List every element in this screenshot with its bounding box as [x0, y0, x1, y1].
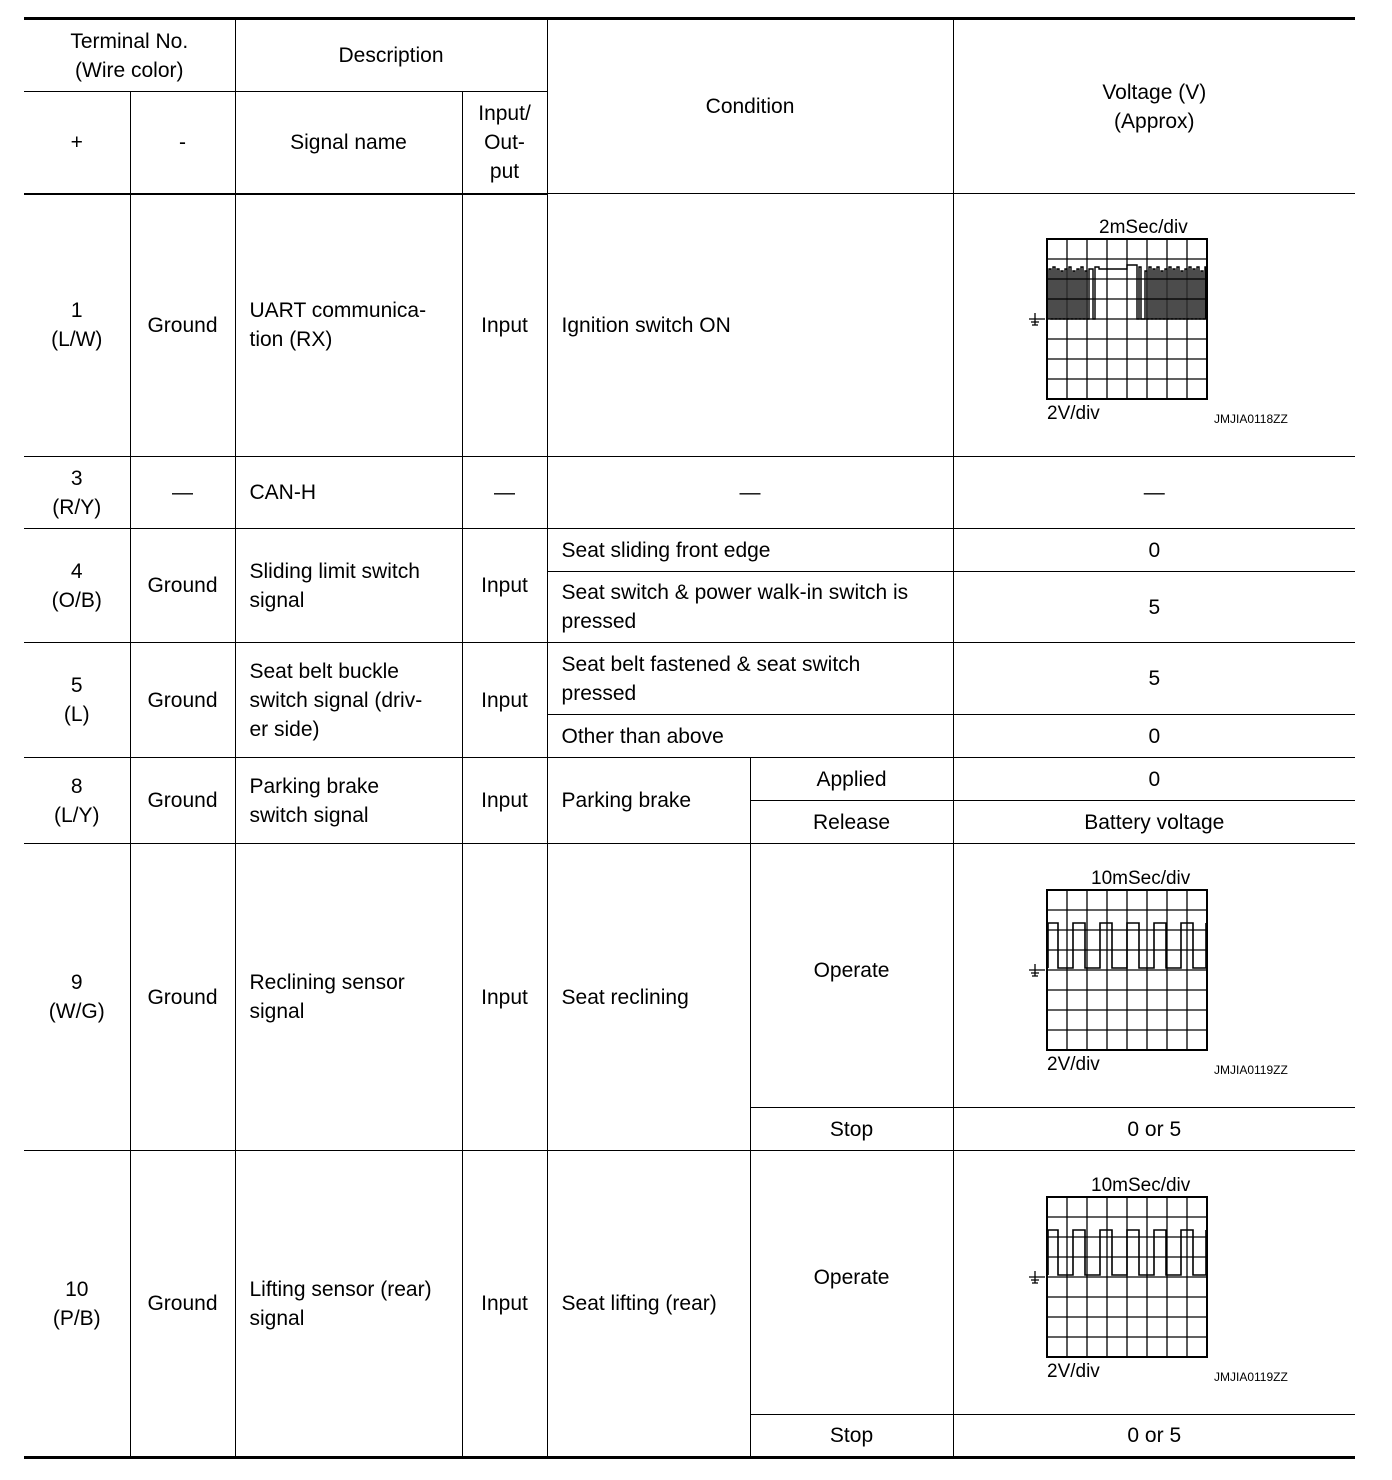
table-row	[24, 1151, 1355, 1415]
oscilloscope-waveform-reclining	[1009, 866, 1299, 1086]
ground-icon	[1029, 964, 1045, 976]
terminal-table	[24, 17, 1355, 1459]
terminal-cell: 10 (P/B)	[24, 1151, 130, 1458]
table-row	[24, 643, 1355, 715]
waveform-cell	[953, 844, 1355, 1108]
waveform-cell	[953, 1151, 1355, 1415]
state-cell: Applied	[750, 758, 953, 801]
io-cell: Input	[462, 643, 547, 758]
voltage-cell: 0	[953, 715, 1355, 758]
signal-cell: CAN-H	[235, 457, 462, 529]
table-row	[24, 457, 1355, 529]
signal-cell: Reclining sensor signal	[235, 844, 462, 1151]
ground-icon	[1029, 313, 1045, 325]
state-cell: Release	[750, 801, 953, 844]
voltage-cell: 0 or 5	[953, 1108, 1355, 1151]
terminal-cell: 4 (O/B)	[24, 529, 130, 643]
condition-cell: Ignition switch ON	[547, 194, 953, 457]
condition-cell: Other than above	[547, 715, 953, 758]
state-cell: Operate	[750, 1151, 953, 1415]
io-cell: Input	[462, 844, 547, 1151]
header-row-1	[24, 19, 1355, 92]
voltage-cell: 0 or 5	[953, 1415, 1355, 1458]
voltage-cell: 5	[953, 572, 1355, 643]
voltage-cell: 0	[953, 758, 1355, 801]
volt-div-label: 2V/div	[1047, 403, 1101, 424]
time-div-label: 10mSec/div	[1091, 1174, 1191, 1196]
signal-cell: Sliding limit switch signal	[235, 529, 462, 643]
signal-cell: UART communica- tion (RX)	[235, 194, 462, 457]
signal-cell: Seat belt buckle switch signal (driv- er side)	[235, 643, 462, 758]
minus-cell: —	[130, 457, 235, 529]
signal-cell: Parking brake switch signal	[235, 758, 462, 844]
volt-div-label: 2V/div	[1047, 1360, 1101, 1382]
state-cell: Stop	[750, 1108, 953, 1151]
state-cell: Operate	[750, 844, 953, 1108]
io-cell: —	[462, 457, 547, 529]
minus-cell: Ground	[130, 643, 235, 758]
minus-cell: Ground	[130, 529, 235, 643]
volt-div-label: 2V/div	[1047, 1053, 1101, 1075]
terminal-cell: 5 (L)	[24, 643, 130, 758]
header-voltage: Voltage (V) (Approx)	[953, 19, 1355, 194]
condition-cell: Seat switch & power walk-in switch is pressed	[547, 572, 953, 643]
minus-cell: Ground	[130, 844, 235, 1151]
time-div-label: 2mSec/div	[1099, 217, 1188, 238]
terminal-cell: 1 (L/W)	[24, 194, 130, 457]
table-row	[24, 844, 1355, 1108]
table-row	[24, 529, 1355, 572]
table-row	[24, 194, 1355, 457]
minus-cell: Ground	[130, 758, 235, 844]
voltage-cell: 0	[953, 529, 1355, 572]
waveform-cell	[953, 194, 1355, 457]
signal-cell: Lifting sensor (rear) signal	[235, 1151, 462, 1458]
condition-cell: Seat sliding front edge	[547, 529, 953, 572]
figure-code: JMJIA0118ZZ	[1214, 412, 1289, 426]
condition-cell: —	[547, 457, 953, 529]
header-minus: -	[130, 92, 235, 194]
terminal-cell: 9 (W/G)	[24, 844, 130, 1151]
header-terminal: Terminal No. (Wire color)	[24, 19, 235, 92]
terminal-cell: 3 (R/Y)	[24, 457, 130, 529]
io-cell: Input	[462, 1151, 547, 1458]
scope-grid	[1047, 1197, 1207, 1357]
voltage-cell: —	[953, 457, 1355, 529]
header-signal-name: Signal name	[235, 92, 462, 194]
condition-cell: Seat reclining	[547, 844, 750, 1151]
header-condition: Condition	[547, 19, 953, 194]
io-cell: Input	[462, 194, 547, 457]
time-div-label: 10mSec/div	[1091, 867, 1191, 889]
table-row	[24, 758, 1355, 801]
io-cell: Input	[462, 758, 547, 844]
header-io: Input/ Out- put	[462, 92, 547, 194]
terminal-cell: 8 (L/Y)	[24, 758, 130, 844]
io-cell: Input	[462, 529, 547, 643]
minus-cell: Ground	[130, 1151, 235, 1458]
voltage-cell: 5	[953, 643, 1355, 715]
header-description: Description	[235, 19, 547, 92]
header-plus: +	[24, 92, 130, 194]
figure-code: JMJIA0119ZZ	[1214, 1369, 1289, 1384]
condition-cell: Parking brake	[547, 758, 750, 844]
oscilloscope-waveform-uart	[1009, 215, 1299, 435]
figure-code: JMJIA0119ZZ	[1214, 1062, 1289, 1077]
oscilloscope-waveform-lifting	[1009, 1173, 1299, 1393]
minus-cell: Ground	[130, 194, 235, 457]
state-cell: Stop	[750, 1415, 953, 1458]
condition-cell: Seat belt fastened & seat switch pressed	[547, 643, 953, 715]
ground-icon	[1029, 1271, 1045, 1283]
scope-grid	[1047, 890, 1207, 1050]
voltage-cell: Battery voltage	[953, 801, 1355, 844]
condition-cell: Seat lifting (rear)	[547, 1151, 750, 1458]
